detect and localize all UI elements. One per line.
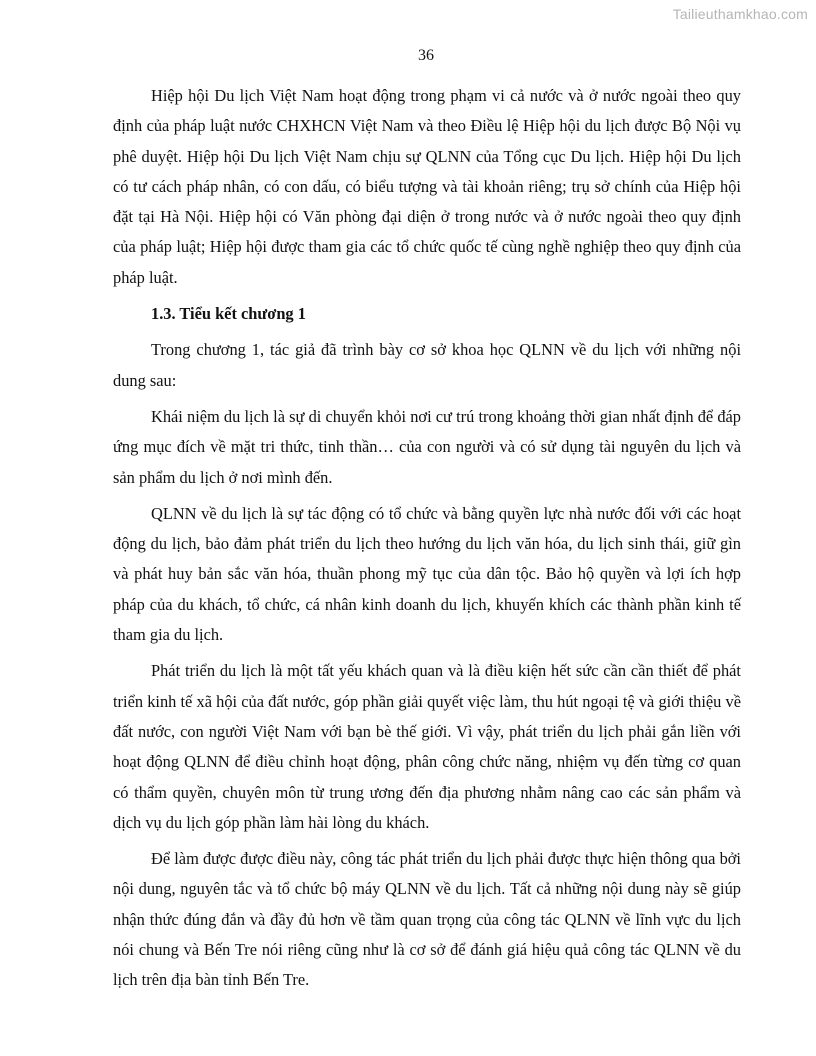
document-body [113, 81, 741, 996]
paragraph-state-management: QLNN về du lịch là sự tác động có tổ chức và bằng quyền lực nhà nước đối với các hoạt động du lịch, bảo đảm phát triển du lịch theo hướng du lịch văn hóa, du lịch sinh thái, giữ gìn và phát huy bản sắc văn hóa, thuần phong mỹ tục của dân tộc. Bảo hộ quyền và lợi ích hợp pháp của du khách, tổ chức, cá nhân kinh doanh du lịch, khuyến khích các thành phần kinh tế tham gia du lịch. [113, 503, 741, 645]
paragraph-tourism-development: Phát triển du lịch là một tất yếu khách quan và là điều kiện hết sức cần cần thiết để phát triển kinh tế xã hội của đất nước, góp phần giải quyết việc làm, thu hút ngoại tệ và giới thiệu về đất nước, con người Việt Nam với bạn bè thế giới. Vì vậy, phát triển du lịch phải gắn liền với hoạt động QLNN để điều chỉnh hoạt động, phân công chức năng, nhiệm vụ đến từng cơ quan có thẩm quyền, chuyên môn từ trung ương đến địa phương nhằm nâng cao các sản phẩm và dịch vụ du lịch góp phần làm hài lòng du khách. [113, 661, 741, 832]
paragraph-association-overview: Hiệp hội Du lịch Việt Nam hoạt động trong phạm vi cả nước và ở nước ngoài theo quy định của pháp luật nước CHXHCN Việt Nam và theo Điều lệ Hiệp hội du lịch được Bộ Nội vụ phê duyệt. Hiệp hội Du lịch Việt Nam chịu sự QLNN của Tổng cục Du lịch. Hiệp hội Du lịch có tư cách pháp nhân, có con dấu, có biểu tượng và tài khoản riêng; trụ sở chính của Hiệp hội đặt tại Hà Nội. Hiệp hội có Văn phòng đại diện ở trong nước và ở nước ngoài theo quy định của pháp luật; Hiệp hội được tham gia các tổ chức quốc tế cùng nghề nghiệp theo quy định của pháp luật. [113, 86, 741, 287]
paragraph-chapter-intro: Trong chương 1, tác giả đã trình bày cơ sở khoa học QLNN về du lịch với những nội dung sau: [113, 340, 741, 390]
paragraph-tourism-concept: Khái niệm du lịch là sự di chuyển khỏi nơi cư trú trong khoảng thời gian nhất định để đáp ứng mục đích về mặt tri thức, tinh thần… của con người và có sử dụng tài nguyên du lịch và sản phẩm du lịch ở nơi mình đến. [113, 406, 741, 487]
section-heading: 1.3. Tiểu kết chương 1 [151, 304, 306, 324]
paragraph-conclusion: Để làm được được điều này, công tác phát triển du lịch phải được thực hiện thông qua bởi nội dung, nguyên tắc và tổ chức bộ máy QLNN về du lịch. Tất cả những nội dung này sẽ giúp nhận thức đúng đắn và đầy đủ hơn về tầm quan trọng của công tác QLNN về lĩnh vực du lịch nói chung và Bến Tre nói riêng cũng như là cơ sở để đánh giá hiệu quả công tác QLNN về du lịch trên địa bàn tỉnh Bến Tre. [113, 849, 741, 990]
watermark: Tailieuthamkhao.com [672, 6, 808, 22]
page-number: 36 [418, 47, 434, 64]
